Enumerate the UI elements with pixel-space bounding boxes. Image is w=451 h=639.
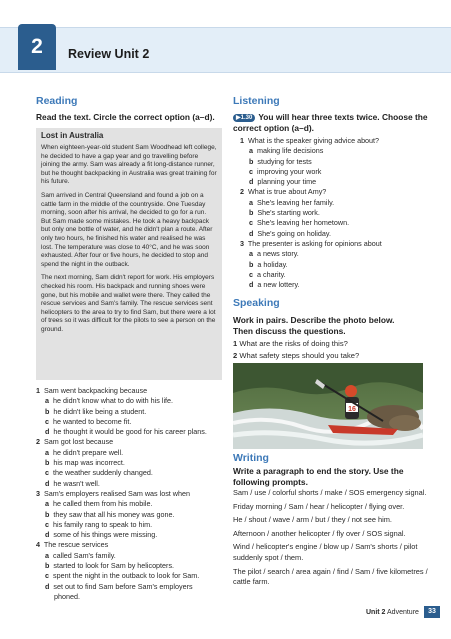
footer-unit: Unit 2 Adventure	[366, 609, 419, 616]
writing-heading: Writing	[233, 452, 269, 464]
unit-number-tab: 2	[18, 24, 56, 70]
reading-questions	[36, 386, 207, 602]
answer-option[interactable]: b his map was incorrect.	[45, 458, 125, 468]
answer-option[interactable]: d some of his things were missing.	[45, 530, 158, 540]
answer-option[interactable]: b She's starting work.	[249, 208, 320, 218]
writing-prompt: Friday morning / Sam / hear / helicopter / flying over.	[233, 501, 405, 511]
answer-option-continuation: phoned.	[54, 591, 80, 601]
answer-option[interactable]: a making life decisions	[249, 146, 324, 156]
writing-instruction: Write a paragraph to end the story. Use the following prompts.	[233, 466, 404, 487]
answer-option[interactable]: a a news story.	[249, 249, 299, 259]
writing-prompts	[233, 488, 428, 591]
page-number: 33	[424, 606, 440, 618]
answer-option[interactable]: c the weather suddenly changed.	[45, 468, 153, 478]
question: 1 Sam went backpacking because	[36, 386, 148, 395]
answer-option[interactable]: a he didn't prepare well.	[45, 447, 124, 457]
answer-option[interactable]: c spent the night in the outback to look for Sam.	[45, 571, 200, 581]
story-title: Lost in Australia	[41, 131, 104, 140]
answer-option[interactable]: a he called them from his mobile.	[45, 499, 153, 509]
speaking-question: 1 What are the risks of doing this?	[233, 339, 348, 348]
writing-prompt: Wind / helicopter's engine / blow up / Sam's shorts / pilot suddenly spot / them.	[233, 542, 418, 562]
answer-option[interactable]: d She's going on holiday.	[249, 228, 331, 238]
story-paragraph: Sam arrived in Central Queensland and found a job on a cattle farm in the middle of the countryside. One Tuesday morning, soon after his arrival, he decided to go for a run. But Sam made some mistakes. He took a heavy backpack but only one bottle of water, and he didn't plan a route. After only two hours, he finished his water and realised he was lost. The temperature was close to 40°C, and he was soon exhausted. After four or five hours, he decided to stop and spend the night in the outback.	[41, 191, 213, 268]
reading-text-box	[36, 128, 222, 380]
kayaker-photo	[233, 363, 423, 449]
answer-option[interactable]: c he wanted to become fit.	[45, 416, 132, 426]
answer-option[interactable]: b he didn't like being a student.	[45, 406, 147, 416]
listening-instruction: ▶1.30 You will hear three texts twice. Choose the correct option (a–d).	[233, 112, 428, 133]
answer-option[interactable]: c She's leaving her hometown.	[249, 218, 350, 228]
question: 3 The presenter is asking for opinions about	[240, 238, 382, 248]
audio-track-icon[interactable]: ▶1.30	[233, 114, 255, 122]
answer-option[interactable]: d planning your time	[249, 177, 317, 187]
answer-option[interactable]: d he wasn't well.	[45, 478, 100, 488]
answer-option[interactable]: d he thought it would be good for his career plans.	[45, 427, 207, 437]
answer-option[interactable]: d a new lottery.	[249, 280, 300, 290]
rapids-kayak-illustration	[233, 363, 423, 449]
answer-option[interactable]: a called Sam's family.	[45, 550, 116, 560]
answer-option[interactable]: d set out to find Sam before Sam's employers	[45, 581, 193, 591]
speaking-instruction: Work in pairs. Describe the photo below. Then discuss the questions.	[233, 315, 395, 336]
question: 2 Sam got lost because	[36, 437, 114, 447]
answer-option[interactable]: c improving your work	[249, 166, 322, 176]
speaking-question: 2 What safety steps should you take?	[233, 351, 360, 360]
page-title: Review Unit 2	[68, 47, 150, 61]
writing-prompt: The pilot / search / area again / find / Sam / five kilometres / cattle farm.	[233, 566, 428, 587]
answer-option[interactable]: a She's leaving her family.	[249, 197, 335, 207]
writing-prompt: Sam / use / colorful shorts / make / SOS emergency signal.	[233, 488, 427, 497]
listening-questions	[240, 136, 382, 290]
story-paragraph: The next morning, Sam didn't report for work. His employers checked his room. His backpack and running shoes were gone, but his mobile and wallet were there. They called the rescue services and Sam's family. The rescue services sent helicopters to the area to try to find Sam, but there were a lot of trees so it was difficult for the pilots to see a person on the ground.	[41, 274, 216, 333]
bib-number: 16	[348, 406, 356, 413]
listening-heading: Listening	[233, 95, 280, 107]
question: 3 Sam's employers realised Sam was lost when	[36, 488, 190, 498]
writing-prompt: He / shout / wave / arm / but / they / not see him.	[233, 515, 392, 525]
speaking-heading: Speaking	[233, 297, 280, 309]
question: 4 The rescue services	[36, 540, 109, 550]
answer-option[interactable]: a he didn't know what to do with his life.	[45, 396, 174, 406]
story-paragraph: When eighteen-year-old student Sam Woodhead left college, he decided to have a gap year and go travelling before joining the army. Sam was already a fit long-distance runner, but he thought backpacking in Australia was great training for his future.	[41, 144, 217, 186]
question: 1 What is the speaker giving advice about?	[240, 136, 380, 145]
answer-option[interactable]: b a holiday.	[249, 259, 288, 269]
question: 2 What is true about Amy?	[240, 187, 327, 197]
reading-heading: Reading	[36, 95, 78, 107]
answer-option[interactable]: c a charity.	[249, 269, 286, 279]
answer-option[interactable]: b started to look for Sam by helicopters.	[45, 561, 175, 571]
reading-instruction: Read the text. Circle the correct option (a–d).	[36, 112, 215, 122]
writing-prompt: Afternoon / another helicopter / fly over / SOS signal.	[233, 528, 406, 538]
answer-option[interactable]: b studying for tests	[249, 156, 312, 166]
answer-option[interactable]: c his family rang to speak to him.	[45, 519, 153, 529]
answer-option[interactable]: b they saw that all his money was gone.	[45, 509, 175, 519]
